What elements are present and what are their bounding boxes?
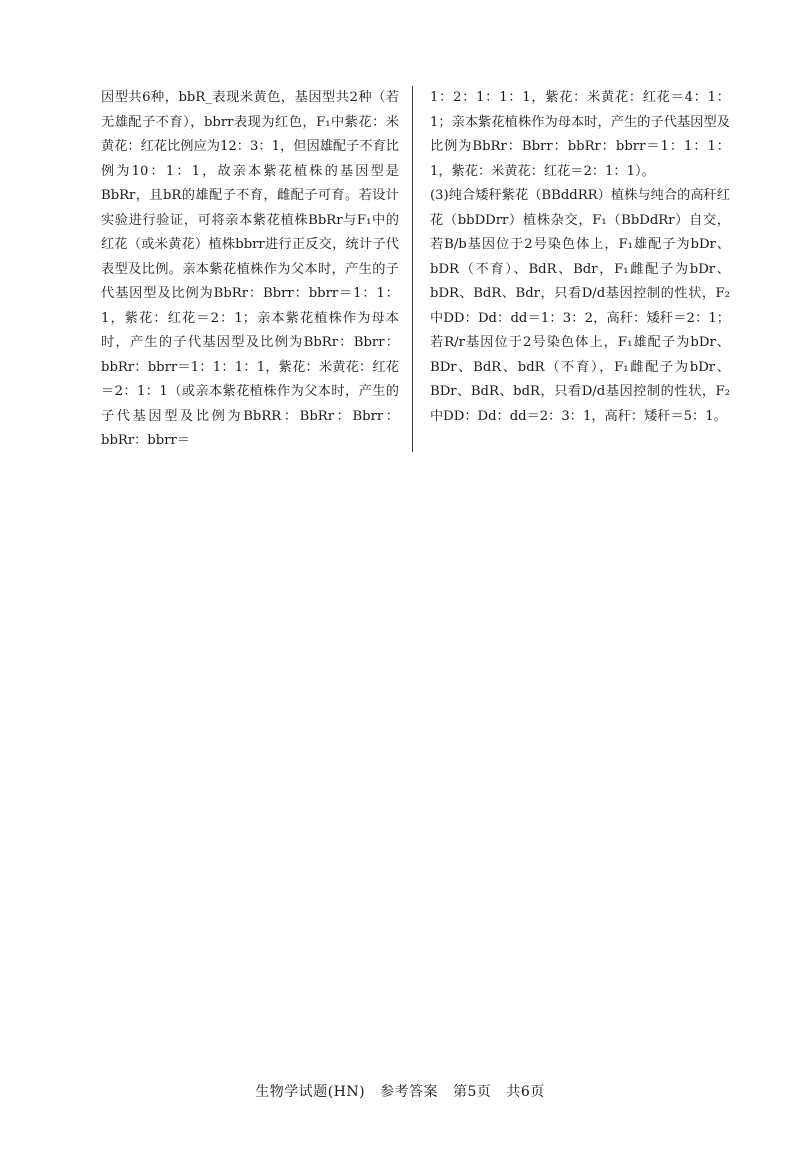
paragraph: 因型共6种，bbR_表现米黄色，基因型共2种（若无雄配子不育），bbrr表现为红色，F₁中紫花：米黄花：红花比例应为12：3：1，但因雄配子不育比例为10：1：1，故亲本紫花植株的基因型是BbRr，且bR的雄配子不育，雌配子可育。若设计实验进行验证，可将亲本紫花植株BbRr与F₁中的红花（或米黄花）植株bbrr进行正反交，统计子代表型及比例。亲本紫花植株作为父本时，产生的子代基因型及比例为BbRr：Bbrr：bbrr＝1：1：1，紫花：红花＝2：1；亲本紫花植株作为母本时，产生的子代基因型及比例为BbRr：Bbrr：bbRr：bbrr＝1：1：1：1，紫花：米黄花：红花＝2：1：1（或亲本紫花植株作为父本时，产生的子代基因型及比例为BbRR：BbRr：Bbrr：bbRr：bbrr＝ [101,90,399,448]
footer-total-pages: 共6页 [506,1084,545,1100]
footer-subject: 生物学试题(HN) [255,1084,366,1100]
page-footer [0,1081,800,1101]
column-divider [412,86,413,452]
left-column [101,86,399,454]
right-column [430,86,730,429]
footer-page-number: 第5页 [453,1084,492,1100]
footer-label: 参考答案 [380,1084,439,1100]
paragraph: 1：2：1：1：1，紫花：米黄花：红花＝4：1：1；亲本紫花植株作为母本时，产生的子代基因型及比例为BbRr：Bbrr：bbRr：bbrr＝1：1：1：1，紫花：米黄花：红花＝2：1：1）。 [430,90,730,179]
paragraph: (3)纯合矮秆紫花（BBddRR）植株与纯合的高秆红花（bbDDrr）植株杂交，F₁（BbDdRr）自交，若B/b基因位于2号染色体上，F₁雄配子为bDr、bDR（不育）、BdR、Bdr，F₁雌配子为bDr、bDR、BdR、Bdr，只看D/d基因控制的性状，F₂中DD：Dd：dd＝1：3：2，高秆：矮秆＝2：1；若R/r基因位于2号染色体上，F₁雄配子为bDr、BDr、BdR、bdR（不育），F₁雌配子为bDr、BDr、BdR、bdR，只看D/d基因控制的性状，F₂中DD：Dd：dd＝2：3：1，高秆：矮秆＝5：1。 [430,188,730,424]
